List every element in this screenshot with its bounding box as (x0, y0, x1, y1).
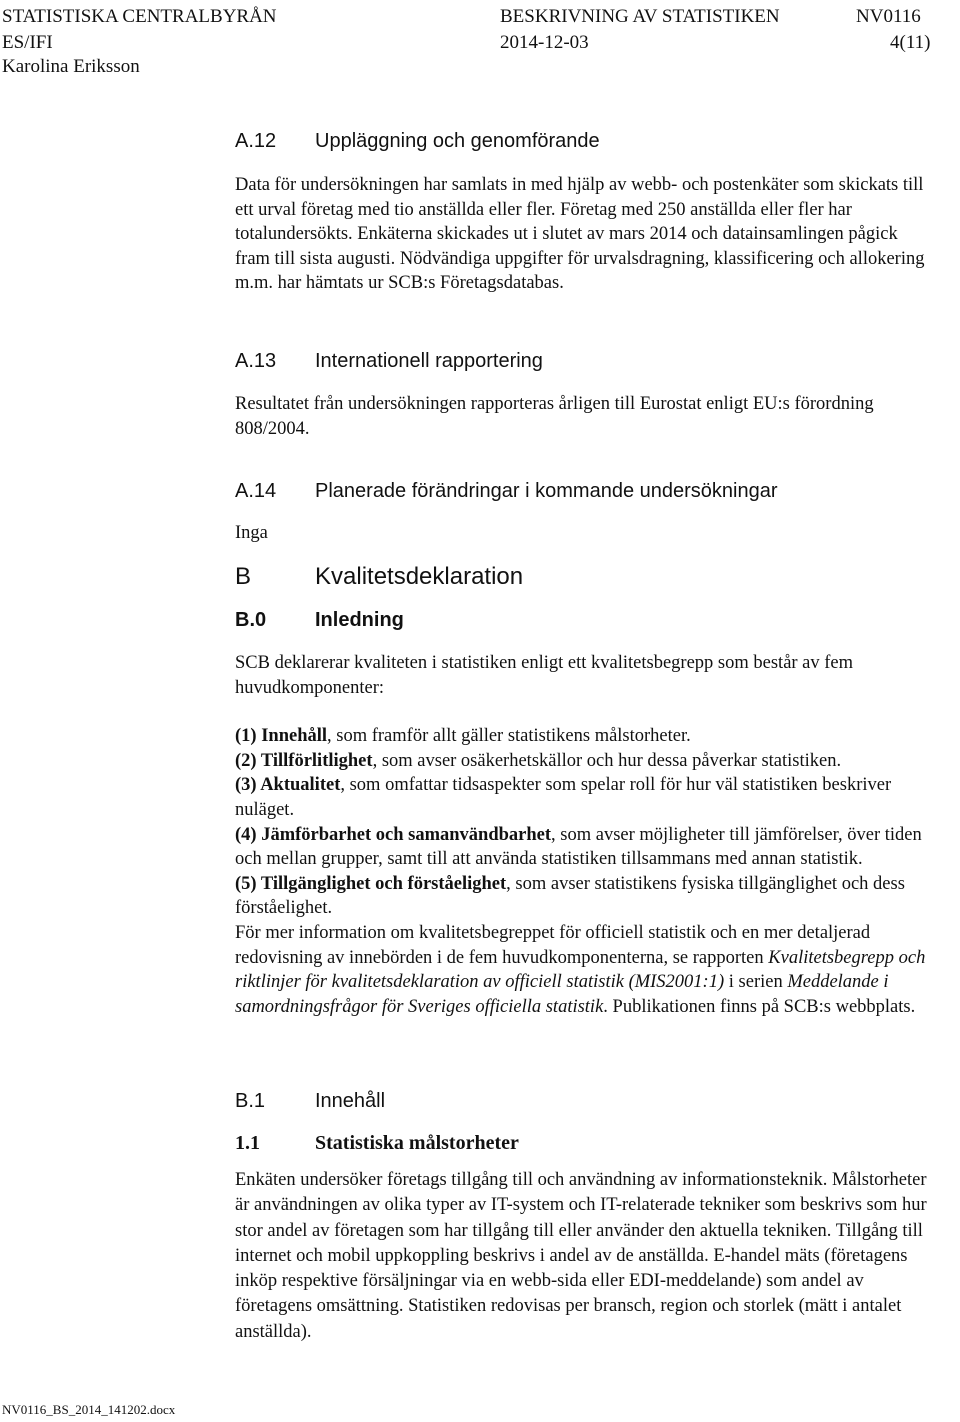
component-label (235, 775, 340, 795)
quality-components-list (235, 724, 935, 921)
paragraph-b0-intro: SCB deklarerar kvaliteten i statistiken enligt ett kvalitetsbegrepp som består av fem huvudkomponenter: (235, 653, 854, 698)
component-label (235, 726, 327, 746)
subsection-number-1-1: 1.1 (235, 1132, 260, 1154)
component-term: Aktualitet (260, 775, 341, 796)
chapter-title-b: Kvalitetsdeklaration (315, 563, 524, 590)
component-description: , som avser osäkerhetskällor och hur dessa påverkar statistiken. (372, 750, 842, 771)
component-number: (2) (235, 750, 257, 771)
component-description: , som framför allt gäller statistikens målstorheter. (327, 726, 691, 747)
paragraph-1-1: Enkäten undersöker företags tillgång till och användning av informationsteknik. Målstorheter är användningen av olika typer av IT-system och IT-relaterade tekniker som beskrivs som hur stor andel av företagen som har tillgång till eller använder den aktuella tekniken. Tillgång till internet och mobil uppkoppling beskrivs i andel av de anställda. E-handel mäts (företagens inköp respektive försäljningar via en webb-sida eller EDI-meddelande) som andel av företagens omsättning. Statistiken redovisas per bransch, region och storlek (mätt i antalet anställda). (235, 1170, 927, 1342)
author-name: Karolina Eriksson (2, 56, 140, 77)
report-title: Kvalitetsbegrepp och riktlinjer för kvalitetsdeklaration av officiell statistik (MIS2001:1) (235, 947, 926, 993)
document-code: NV0116 (856, 6, 921, 27)
chapter-number-b: B (235, 563, 252, 590)
component-label (235, 874, 506, 894)
paragraph-a12: Data för undersökningen har samlats in med hjälp av webb- och postenkäter som skickats till ett urval företag med tio anställda eller fler. Företag med 250 anställda eller fler har totalundersökts. Enkäterna skickades ut i slutet av mars 2014 och datainsamlingen pågick fram till sista augusti. Nödvändiga uppgifter för urvalsdragning, klassificering och allokering m.m. har hämtats ur SCB:s Företagsdatabas. (235, 175, 925, 294)
component-number: (1) (235, 726, 257, 747)
quality-component (235, 724, 935, 749)
section-number-a13: A.13 (235, 350, 277, 372)
section-number-a14: A.14 (235, 480, 277, 502)
paragraph-a14: Inga (235, 523, 268, 543)
component-number: (3) (235, 775, 257, 796)
paragraph-a13: Resultatet från undersökningen rapporteras årligen till Eurostat enligt EU:s förordning 808/2004. (235, 394, 874, 439)
section-number-b1: B.1 (235, 1090, 266, 1112)
component-label (235, 751, 373, 771)
quality-component (235, 749, 935, 774)
more-text-2: i serien (724, 972, 788, 993)
section-title-a12: Uppläggning och genomförande (315, 130, 600, 152)
quality-component (235, 872, 935, 921)
section-text-1-1 (235, 1168, 935, 1345)
component-label (235, 825, 551, 845)
page-number: 4(11) (890, 32, 931, 53)
component-description: , som avser möjligheter till jämförelser, över tiden och mellan grupper, samt till att använda statistiken tillsammans med annan statistik. (235, 824, 922, 870)
section-number-b0: B.0 (235, 609, 267, 631)
section-title-a13: Internationell rapportering (315, 350, 543, 372)
component-description: , som avser statistikens fysiska tillgänglighet och dess förståelighet. (235, 873, 905, 919)
component-number: (4) (235, 824, 257, 845)
section-text-a13 (235, 392, 935, 441)
unit-code: ES/IFI (2, 32, 53, 53)
section-number-a12: A.12 (235, 130, 277, 152)
quality-component (235, 773, 935, 822)
more-text-3: . Publikationen finns på SCB:s webbplats. (603, 996, 916, 1017)
section-title-a14: Planerade förändringar i kommande undersökningar (315, 480, 778, 502)
footer-filename: NV0116_BS_2014_141202.docx (2, 1402, 176, 1417)
section-title-b0: Inledning (315, 609, 404, 631)
component-term: Tillgänglighet och förståelighet (260, 873, 507, 894)
paragraph-b0-more (235, 921, 935, 1019)
section-title-b1: Innehåll (315, 1090, 386, 1112)
component-term: Jämförbarhet och samanvändbarhet (261, 824, 552, 845)
component-description: , som omfattar tidsaspekter som spelar roll för hur väl statistiken beskriver nuläget. (235, 775, 892, 820)
section-text-a12 (235, 173, 935, 296)
document-date: 2014-12-03 (500, 32, 589, 53)
org-name: STATISTISKA CENTRALBYRÅN (2, 6, 277, 27)
component-term: Tillförlitlighet (260, 750, 373, 771)
document-type: BESKRIVNING AV STATISTIKEN (500, 6, 780, 27)
subsection-title-1-1: Statistiska målstorheter (315, 1132, 519, 1154)
series-title: Meddelande i samordningsfrågor för Sveriges officiella statistik (235, 972, 889, 1017)
quality-component (235, 823, 935, 872)
section-text-b0 (235, 651, 935, 1019)
component-number: (5) (235, 873, 257, 894)
section-text-a14 (235, 521, 935, 546)
component-term: Innehåll (261, 726, 328, 747)
more-text-1: För mer information om kvalitetsbegreppet för officiell statistik och en mer detaljerad redovisning av innebörden i de fem huvudkomponenterna, se rapporten (235, 922, 871, 968)
